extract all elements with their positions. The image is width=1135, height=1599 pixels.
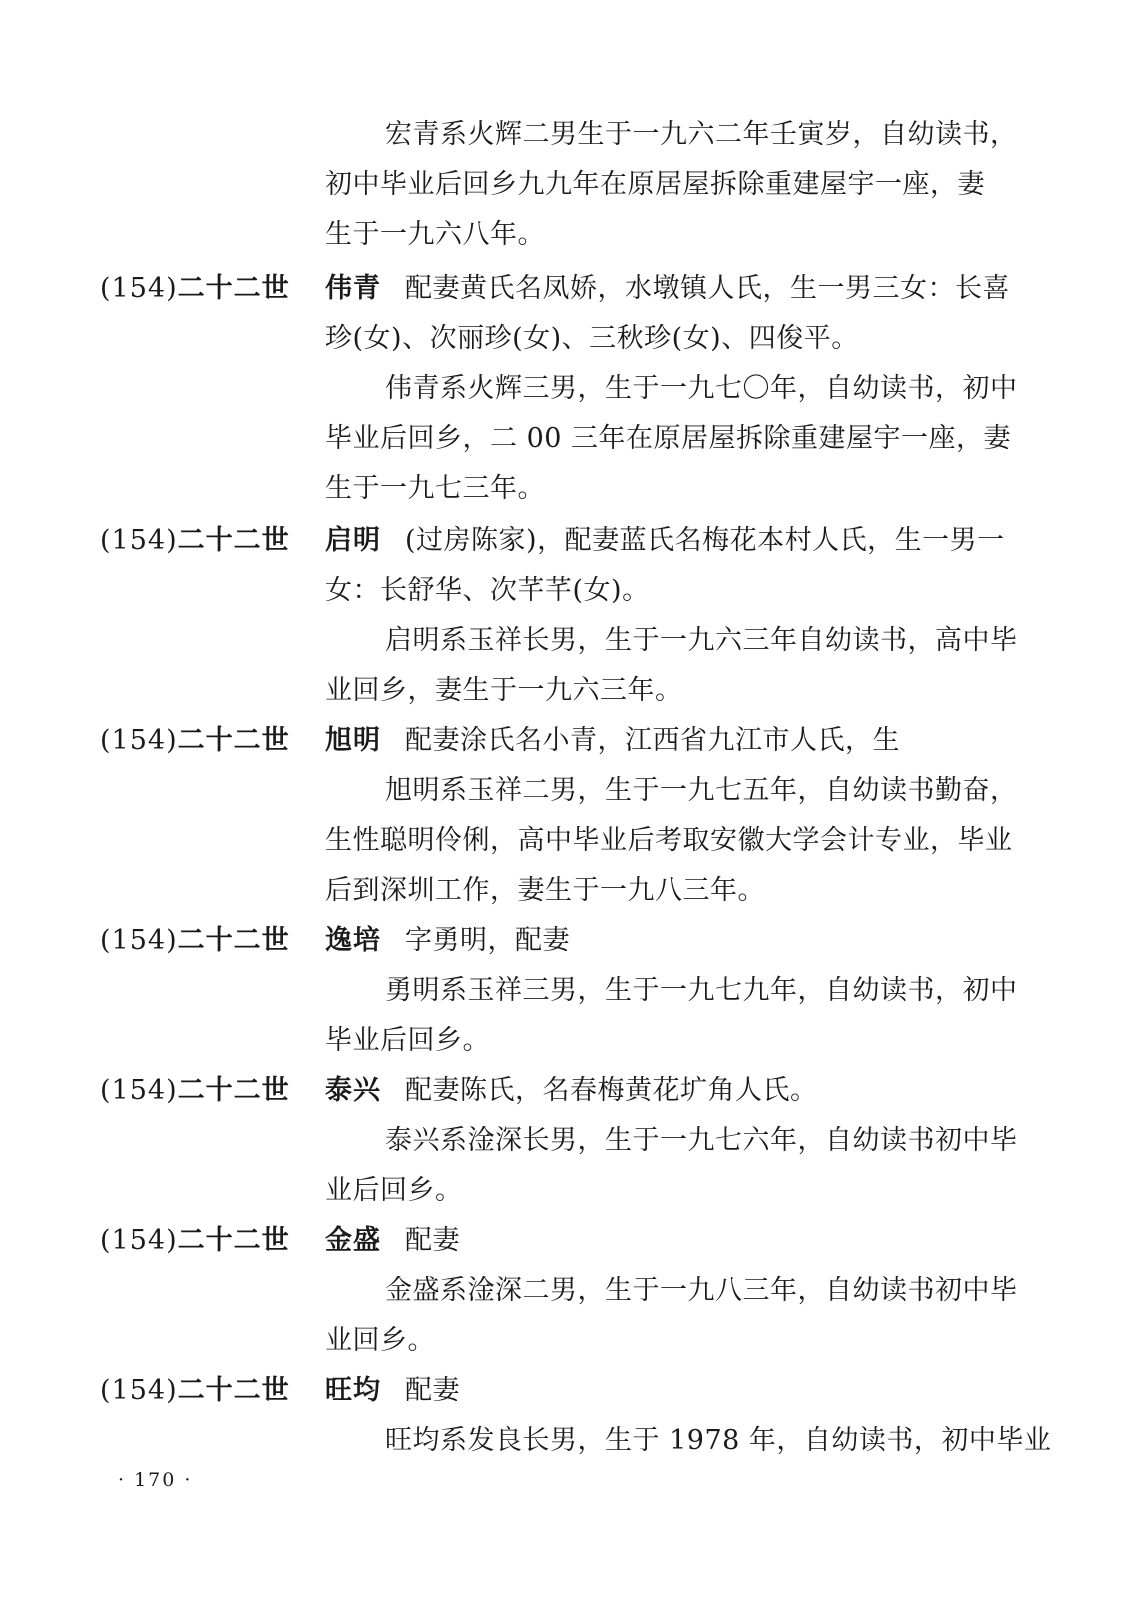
bio-line: 生于一九七三年。 — [325, 473, 545, 504]
person-name: 泰兴 — [325, 1075, 381, 1106]
spouse-text: 配妻涂氏名小青，江西省九江市人氏，生 — [405, 725, 900, 756]
bio-line: 旭明系玉祥二男，生于一九七五年，自幼读书勤奋， — [385, 775, 1018, 806]
person-name: 伟青 — [325, 273, 381, 304]
bio-line: 后到深圳工作，妻生于一九八三年。 — [325, 875, 765, 906]
spouse-text: 女：长舒华、次芊芊(女)。 — [325, 575, 650, 606]
spouse-text: 珍(女)、次丽珍(女)、三秋珍(女)、四俊平。 — [325, 323, 859, 354]
bio-line: 泰兴系淦深长男，生于一九七六年，自幼读书初中毕 — [385, 1125, 1018, 1156]
intro-line: 初中毕业后回乡九九年在原居屋拆除重建屋宇一座，妻 — [325, 169, 985, 200]
intro-line: 宏青系火辉二男生于一九六二年壬寅岁，自幼读书， — [385, 119, 1018, 150]
bio-line: 生性聪明伶俐，高中毕业后考取安徽大学会计专业，毕业 — [325, 825, 1013, 856]
bio-line: 勇明系玉祥三男，生于一九七九年，自幼读书，初中 — [385, 975, 1018, 1006]
genealogy-entry-header — [100, 1066, 1055, 1116]
generation-label: (154)二十二世 — [100, 1225, 290, 1256]
person-name: 旺均 — [325, 1375, 381, 1406]
person-name: 启明 — [325, 525, 381, 556]
person-name: 逸培 — [325, 925, 381, 956]
genealogy-entry-header — [100, 1216, 1055, 1266]
intro-line: 生于一九六八年。 — [325, 219, 545, 250]
generation-label: (154)二十二世 — [100, 925, 290, 956]
spouse-text: 配妻 — [405, 1375, 460, 1406]
bio-line: 业回乡，妻生于一九六三年。 — [325, 675, 683, 706]
genealogy-entry-header — [100, 516, 1055, 566]
generation-label: (154)二十二世 — [100, 725, 290, 756]
bio-line: 旺均系发良长男，生于 1978 年，自幼读书，初中毕业 — [385, 1425, 1052, 1456]
bio-line: 伟青系火辉三男，生于一九七〇年，自幼读书，初中 — [385, 373, 1018, 404]
generation-label: (154)二十二世 — [100, 273, 290, 304]
spouse-text: 配妻陈氏，名春梅黄花圹角人氏。 — [405, 1075, 818, 1106]
spouse-text: 字勇明，配妻 — [405, 925, 570, 956]
spouse-text: 配妻黄氏名凤娇，水墩镇人氏，生一男三女：长喜 — [405, 273, 1010, 304]
generation-label: (154)二十二世 — [100, 1075, 290, 1106]
bio-line: 业回乡。 — [325, 1325, 435, 1356]
person-name: 金盛 — [325, 1225, 381, 1256]
genealogy-entry-header — [100, 264, 1055, 314]
bio-line: 毕业后回乡，二 00 三年在原居屋拆除重建屋宇一座，妻 — [325, 423, 1012, 454]
bio-line: 毕业后回乡。 — [325, 1025, 490, 1056]
spouse-text: (过房陈家)，配妻蓝氏名梅花本村人氏，生一男一 — [405, 525, 1005, 556]
page-number: · 170 · — [118, 1469, 193, 1491]
bio-line: 启明系玉祥长男，生于一九六三年自幼读书，高中毕 — [385, 625, 1018, 656]
generation-label: (154)二十二世 — [100, 1375, 290, 1406]
generation-label: (154)二十二世 — [100, 525, 290, 556]
genealogy-entry-header — [100, 916, 1055, 966]
bio-line: 金盛系淦深二男，生于一九八三年，自幼读书初中毕 — [385, 1275, 1018, 1306]
genealogy-entry-header — [100, 1366, 1055, 1416]
person-name: 旭明 — [325, 725, 381, 756]
genealogy-entry-header — [100, 716, 1055, 766]
spouse-text: 配妻 — [405, 1225, 460, 1256]
bio-line: 业后回乡。 — [325, 1175, 463, 1206]
